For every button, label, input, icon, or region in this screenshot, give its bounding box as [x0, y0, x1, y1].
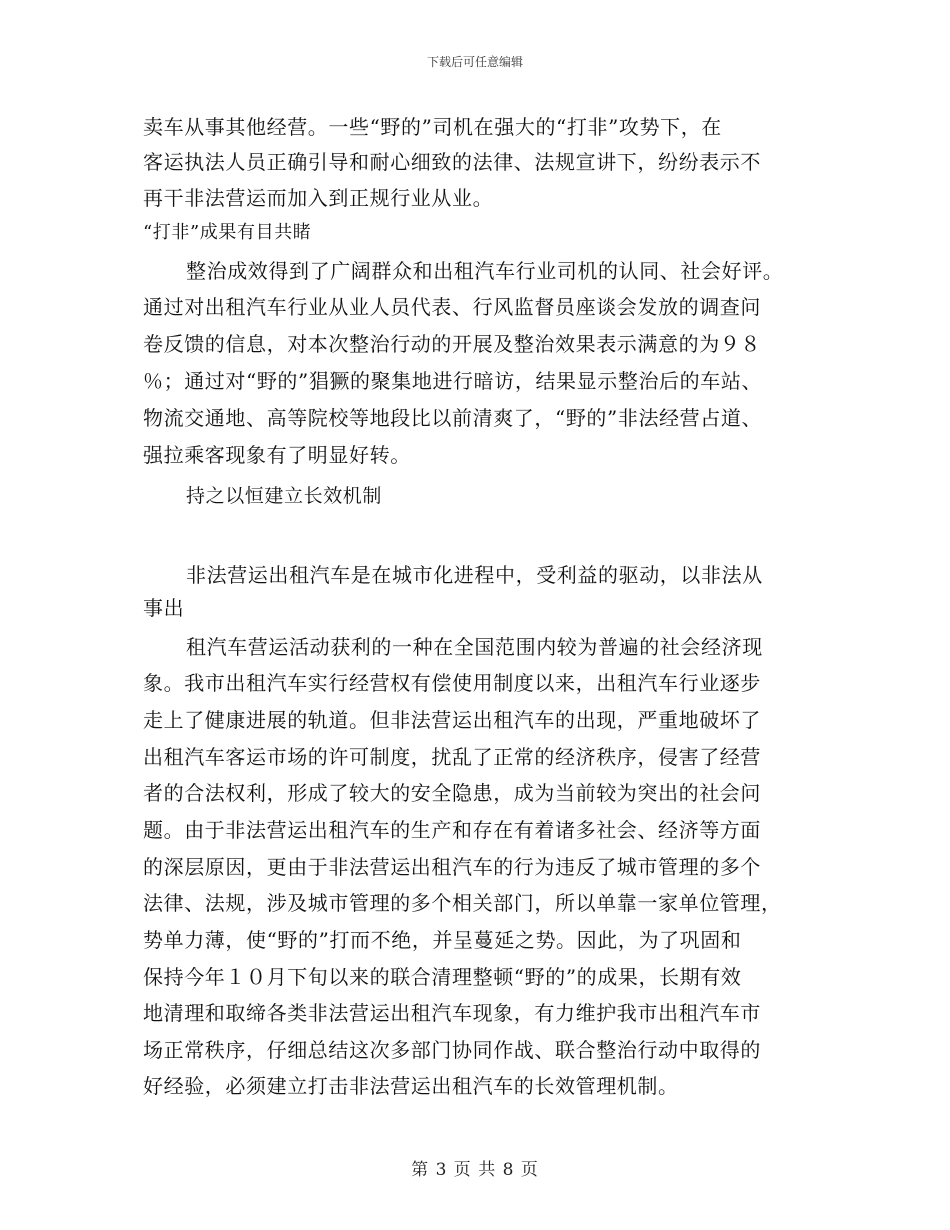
body-line: 卷反馈的信息，对本次整治行动的开展及整治效果表示满意的为９８: [143, 332, 761, 356]
body-line: 租汽车营运活动获利的一种在全国范围内较为普遍的社会经济现: [186, 635, 763, 659]
page-header: 下载后可任意编辑: [426, 55, 523, 69]
body-line: 客运执法人员正确引导和耐心细致的法律、法规宣讲下，纷纷表示不: [143, 150, 761, 174]
body-line: 势单力薄，使“野的”打而不绝，并呈蔓延之势。因此，为了巩固和: [143, 928, 742, 952]
body-line: 题。由于非法营运出租汽车的生产和存在有着诸多社会、经济等方面: [143, 818, 761, 842]
body-line: 再干非法营运而加入到正规行业从业。: [143, 186, 494, 210]
body-line: 走上了健康进展的轨道。但非法营运出租汽车的出现，严重地破坏了: [143, 708, 761, 732]
body-line: ％；通过对“野的”猖獗的聚集地进行暗访，结果显示整治后的车站、: [143, 369, 763, 393]
body-line: 整治成效得到了广阔群众和出租汽车行业司机的认同、社会好评。: [186, 259, 784, 283]
body-line: 法律、法规，涉及城市管理的多个相关部门，所以单靠一家单位管理，: [143, 891, 782, 915]
body-line: 地清理和取缔各类非法营运出租汽车现象，有力维护我市出租汽车市: [143, 1001, 761, 1025]
body-line: 保持今年１０月下旬以来的联合清理整顿“野的”的成果，长期有效: [143, 965, 742, 989]
body-line: 强拉乘客现象有了明显好转。: [143, 443, 411, 467]
body-line: 事出: [143, 596, 185, 620]
section-heading: “打非”成果有目共睹: [143, 222, 312, 243]
body-line: 出租汽车客运市场的许可制度，扰乱了正常的经济秩序，侵害了经营: [143, 745, 761, 769]
section-heading: 持之以恒建立长效机制: [186, 485, 383, 507]
body-line: 象。我市出租汽车实行经营权有偿使用制度以来，出租汽车行业逐步: [143, 671, 761, 695]
body-line: 卖车从事其他经营。一些“野的”司机在强大的“打非”攻势下，在: [143, 115, 722, 139]
body-line: 场正常秩序，仔细总结这次多部门协同作战、联合整治行动中取得的: [143, 1038, 761, 1062]
body-line: 的深层原因，更由于非法营运出租汽车的行为违反了城市管理的多个: [143, 855, 761, 879]
page-footer: 第 3 页 共 8 页: [411, 1160, 539, 1180]
body-line: 好经验，必须建立打击非法营运出租汽车的长效管理机制。: [143, 1074, 679, 1098]
body-line: 非法营运出租汽车是在城市化进程中，受利益的驱动，以非法从: [186, 563, 763, 587]
body-line: 者的合法权利，形成了较大的安全隐患，成为当前较为突出的社会问: [143, 781, 761, 805]
body-line: 物流交通地、高等院校等地段比以前清爽了，“野的”非法经营占道、: [143, 406, 763, 430]
body-line: 通过对出租汽车行业从业人员代表、行风监督员座谈会发放的调查问: [143, 295, 761, 319]
